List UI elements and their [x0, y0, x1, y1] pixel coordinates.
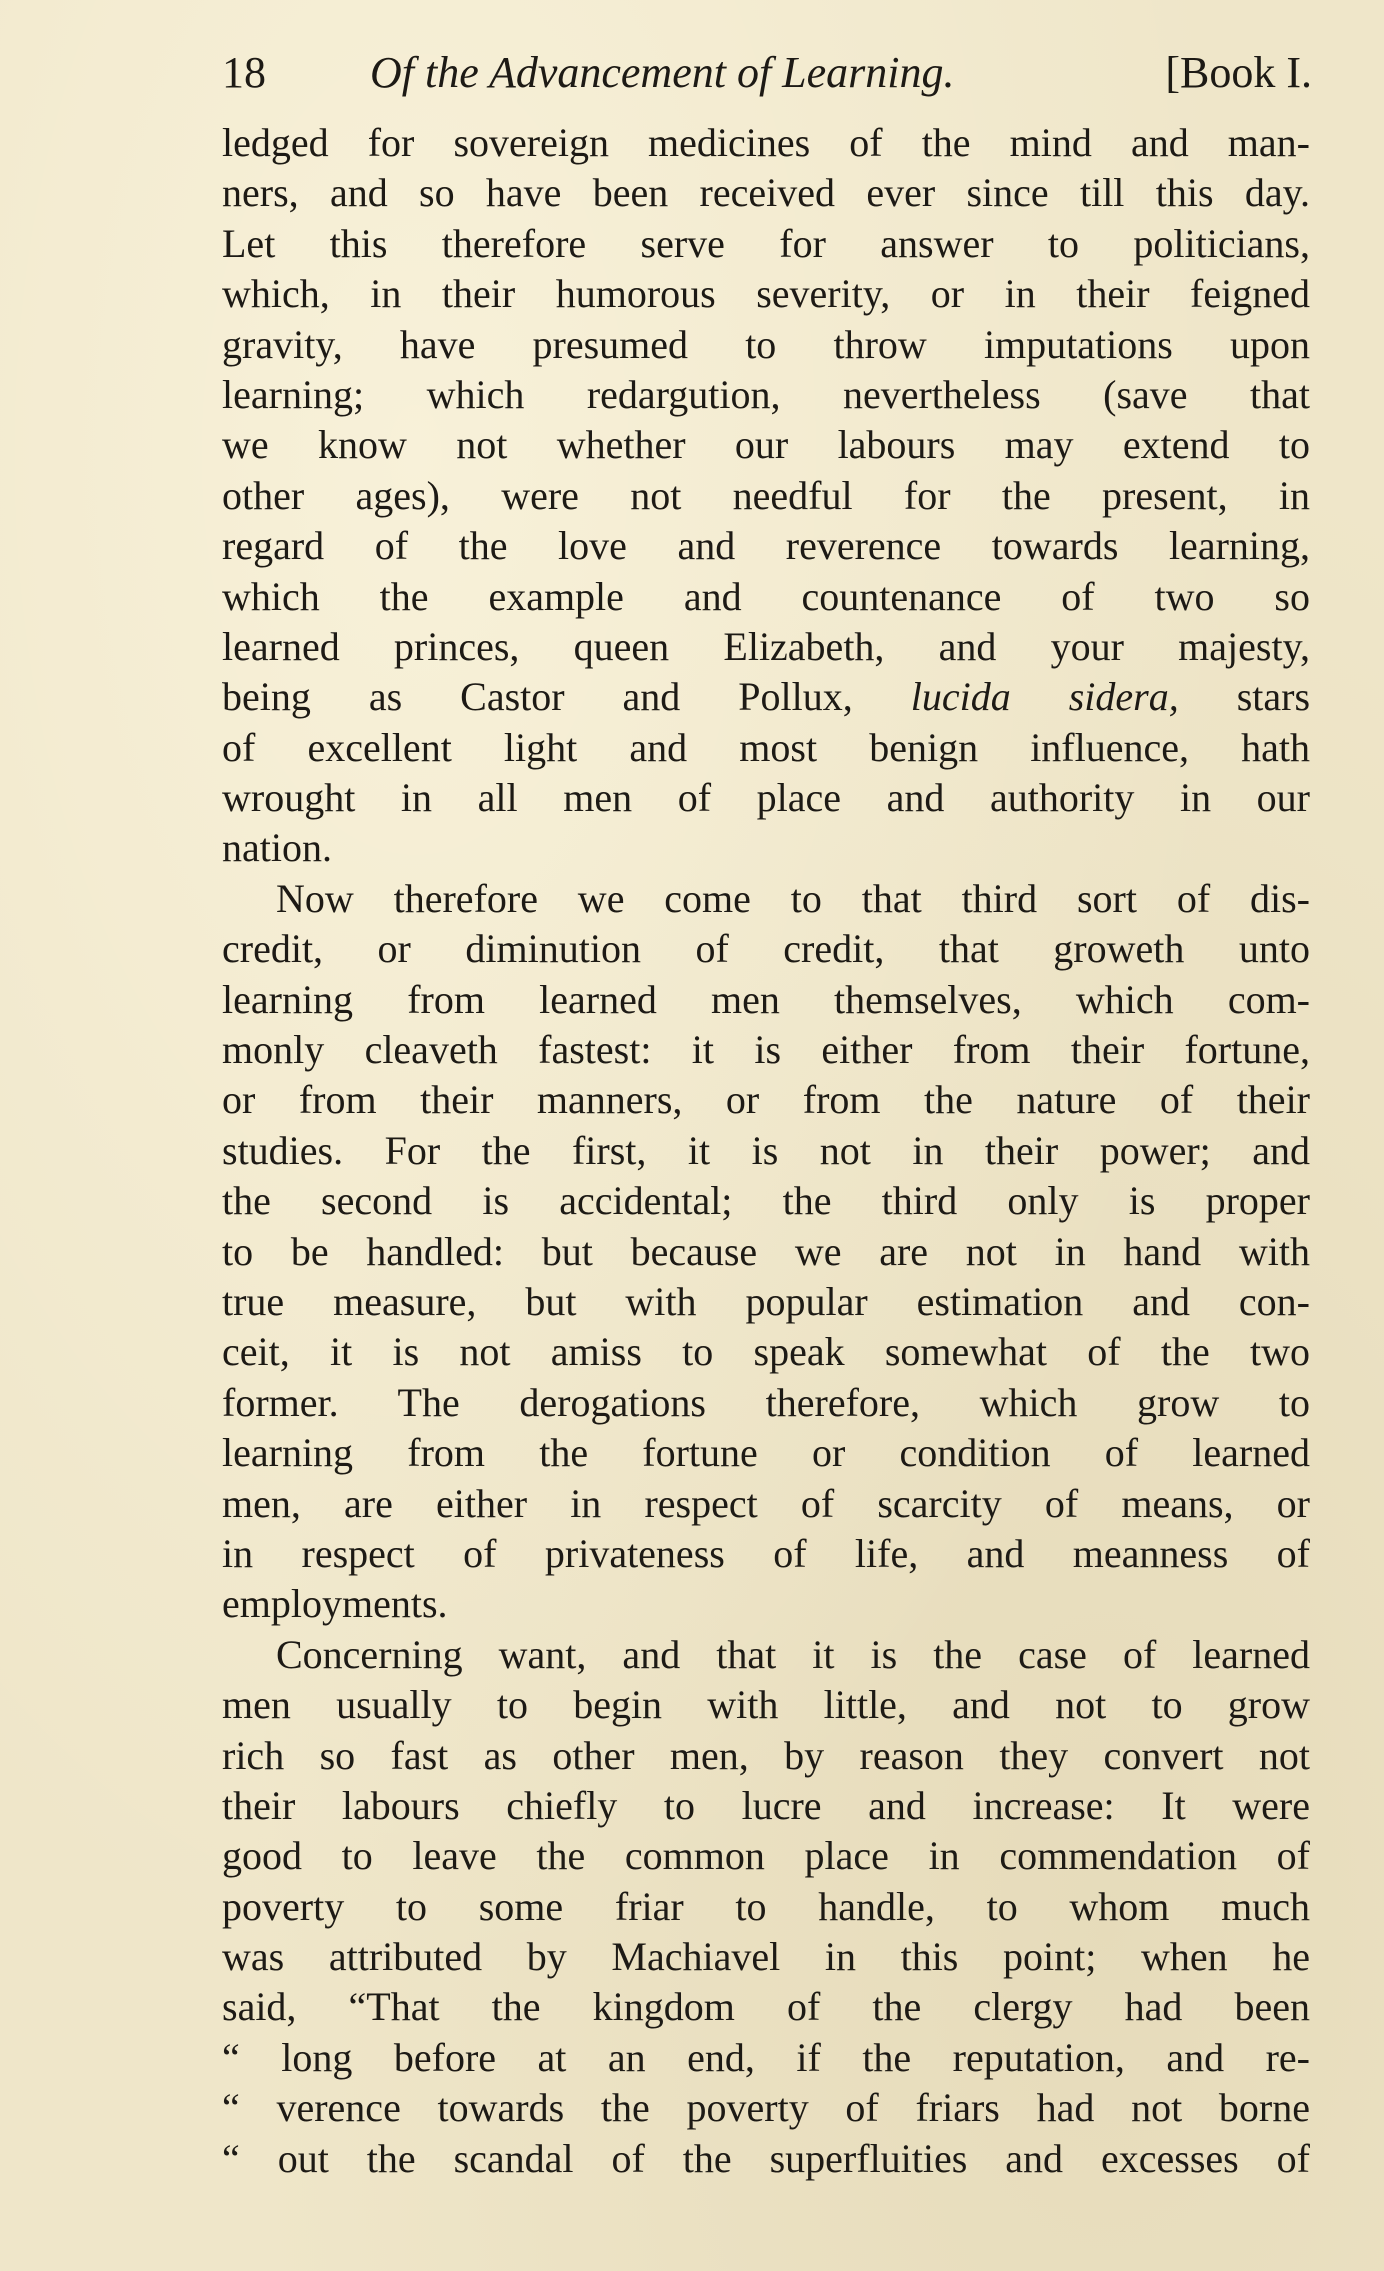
text-line: gravity, have presumed to throw imputations upon: [222, 321, 1310, 367]
text-line: monly cleaveth fastest: it is either from their fortune,: [222, 1027, 1310, 1073]
text-line: ledged for sovereign medicines of the mind and man-: [222, 120, 1310, 165]
text-line: nation.: [222, 825, 332, 871]
text-line: employments.: [222, 1581, 448, 1627]
text-line: men usually to begin with little, and not to grow: [222, 1682, 1310, 1728]
text-line: which, in their humorous severity, or in their feigned: [222, 271, 1310, 317]
text-line: credit, or diminution of credit, that groweth unto: [222, 926, 1310, 972]
text-line: ners, and so have been received ever since till this day.: [222, 170, 1310, 216]
text-line: true measure, but with popular estimation and con-: [222, 1278, 1310, 1324]
text-line: in respect of privateness of life, and meanness of: [222, 1530, 1310, 1576]
paragraph-start: Now therefore we come to that third sort of dis-: [276, 875, 1310, 921]
paragraph-start: Concerning want, and that it is the case of learned: [276, 1631, 1310, 1677]
text-line: we know not whether our labours may extend to: [222, 422, 1310, 468]
text-line: poverty to some friar to handle, to whom much: [222, 1883, 1310, 1929]
text-line: learned princes, queen Elizabeth, and your majesty,: [222, 623, 1310, 669]
text-line: their labours chiefly to lucre and increase: It were: [222, 1782, 1310, 1828]
body-text: [222, 118, 1310, 2184]
text-line: good to leave the common place in commendation of: [222, 1833, 1310, 1879]
page-number: 18: [222, 48, 266, 97]
latin-phrase: lucida sidera,: [910, 674, 1179, 720]
text-line: learning; which redargution, nevertheless (save that: [222, 371, 1310, 417]
text-line: learning from learned men themselves, which com-: [222, 976, 1310, 1022]
text-line-with-italic: [222, 672, 1310, 722]
text-line: to be handled: but because we are not in hand with: [222, 1228, 1310, 1274]
text-line: rich so fast as other men, by reason they convert not: [222, 1732, 1310, 1778]
text-line: studies. For the first, it is not in their power; and: [222, 1127, 1310, 1173]
text-line: learning from the fortune or condition of learned: [222, 1430, 1310, 1476]
quote-line: “ verence towards the poverty of friars had not borne: [222, 2085, 1310, 2131]
text-line: which the example and countenance of two so: [222, 573, 1310, 619]
running-header: [222, 38, 1312, 108]
book-label: [Book I.: [1165, 48, 1312, 97]
text-line: regard of the love and reverence towards learning,: [222, 523, 1310, 569]
text-line: ceit, it is not amiss to speak somewhat of the two: [222, 1329, 1310, 1375]
text-line: men, are either in respect of scarcity of means, or: [222, 1480, 1310, 1526]
text-line: of excellent light and most benign influence, hath: [222, 724, 1310, 770]
text-line: wrought in all men of place and authority in our: [222, 775, 1310, 821]
text-segment: stars: [1236, 674, 1311, 720]
text-line: was attributed by Machiavel in this point; when he: [222, 1934, 1310, 1980]
quote-line: “ out the scandal of the superfluities and excesses of: [222, 2135, 1310, 2181]
text-line: former. The derogations therefore, which grow to: [222, 1379, 1310, 1425]
text-line: said, “That the kingdom of the clergy had been: [222, 1984, 1310, 2030]
text-segment: being as Castor and Pollux,: [222, 674, 853, 720]
quote-line: “ long before at an end, if the reputation, and re-: [222, 2034, 1310, 2080]
text-line: the second is accidental; the third only is proper: [222, 1178, 1310, 1224]
text-line: or from their manners, or from the nature of their: [222, 1077, 1310, 1123]
text-line: other ages), were not needful for the present, in: [222, 472, 1310, 518]
text-line: Let this therefore serve for answer to politicians,: [222, 220, 1310, 266]
running-title: Of the Advancement of Learning.: [370, 48, 955, 97]
